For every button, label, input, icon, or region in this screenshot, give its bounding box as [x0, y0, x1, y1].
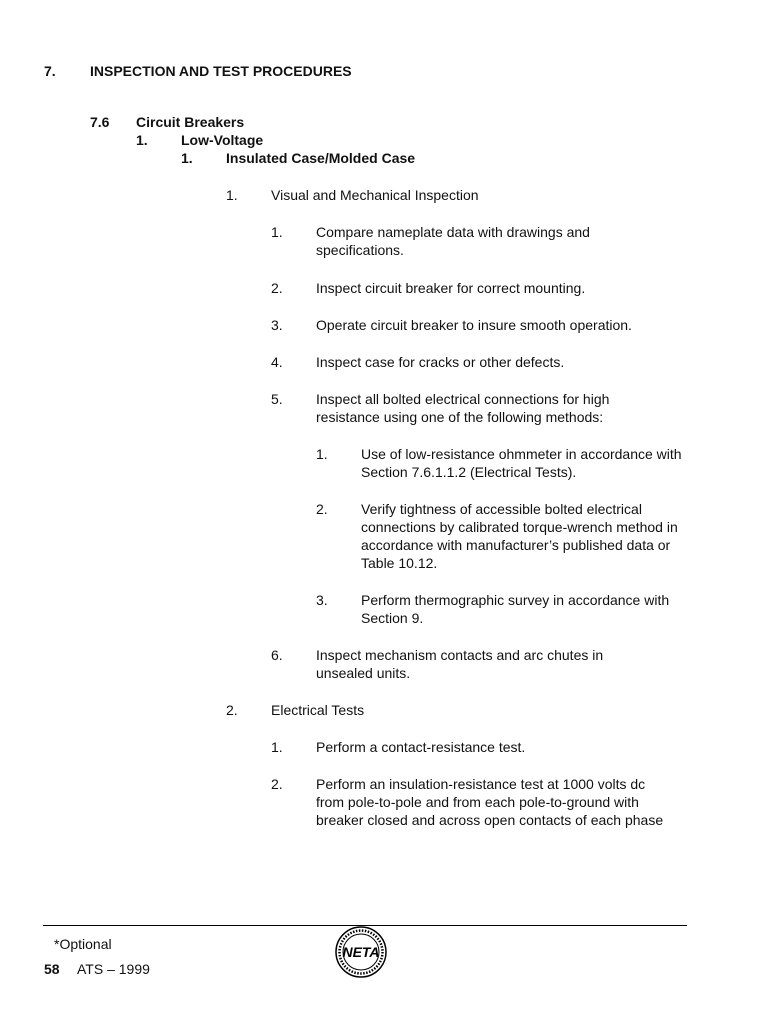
list-item-number: 2. — [271, 280, 283, 296]
page-number: 58 — [44, 961, 60, 977]
list-item-text: Compare nameplate data with drawings and specifications. — [316, 224, 590, 258]
section-title: Circuit Breakers — [136, 114, 245, 130]
footnote-optional: *Optional — [54, 936, 112, 952]
list-item-text: Inspect circuit breaker for correct mounting. — [316, 280, 586, 296]
list-item-number: 6. — [271, 647, 283, 663]
sublist-item-text: Perform thermographic survey in accordance with Section 9. — [361, 592, 670, 626]
list-item-text: Perform an insulation-resistance test at 1000 volts dc from pole-to-pole and from each pole-to-ground with breaker closed and across open contacts of each phase — [316, 776, 664, 828]
list-item-text: Inspect all bolted electrical connections for high resistance using one of the following methods: — [316, 391, 610, 425]
subsection-number: 1. — [136, 132, 148, 148]
heading-number: 7. — [44, 63, 56, 79]
list-item-text: Inspect mechanism contacts and arc chutes in unsealed units. — [316, 647, 604, 681]
part1-number: 1. — [226, 187, 238, 203]
part2-number: 2. — [226, 702, 238, 718]
heading-title: INSPECTION AND TEST PROCEDURES — [90, 63, 352, 79]
subsection-title: Low-Voltage — [181, 132, 264, 148]
list-item-number: 4. — [271, 354, 283, 370]
list-item-number: 1. — [271, 739, 283, 755]
list-item-text: Operate circuit breaker to insure smooth operation. — [316, 317, 632, 333]
seal-lettering: NETA — [342, 944, 380, 960]
sublist-item-text: Verify tightness of accessible bolted electrical connections by calibrated torque-wrench method in accordance with manufacturer’s published data or Table 10.12. — [361, 501, 678, 571]
part2-title: Electrical Tests — [271, 702, 365, 718]
section-number: 7.6 — [90, 114, 110, 130]
document-code: ATS – 1999 — [77, 961, 150, 977]
neta-seal-logo — [334, 925, 388, 979]
list-item-number: 5. — [271, 391, 283, 407]
sublist-item-text: Use of low-resistance ohmmeter in accordance with Section 7.6.1.1.2 (Electrical Tests). — [361, 446, 682, 480]
list-item-number: 3. — [271, 317, 283, 333]
sublist-item-number: 1. — [316, 446, 328, 462]
subsubsection-number: 1. — [181, 150, 193, 166]
subsubsection-title: Insulated Case/Molded Case — [226, 150, 416, 166]
sublist-item-number: 3. — [316, 592, 328, 608]
sublist-item-number: 2. — [316, 501, 328, 517]
list-item-text: Inspect case for cracks or other defects. — [316, 354, 565, 370]
list-item-number: 2. — [271, 776, 283, 792]
part1-title: Visual and Mechanical Inspection — [271, 187, 479, 203]
list-item-text: Perform a contact-resistance test. — [316, 739, 526, 755]
list-item-number: 1. — [271, 224, 283, 240]
